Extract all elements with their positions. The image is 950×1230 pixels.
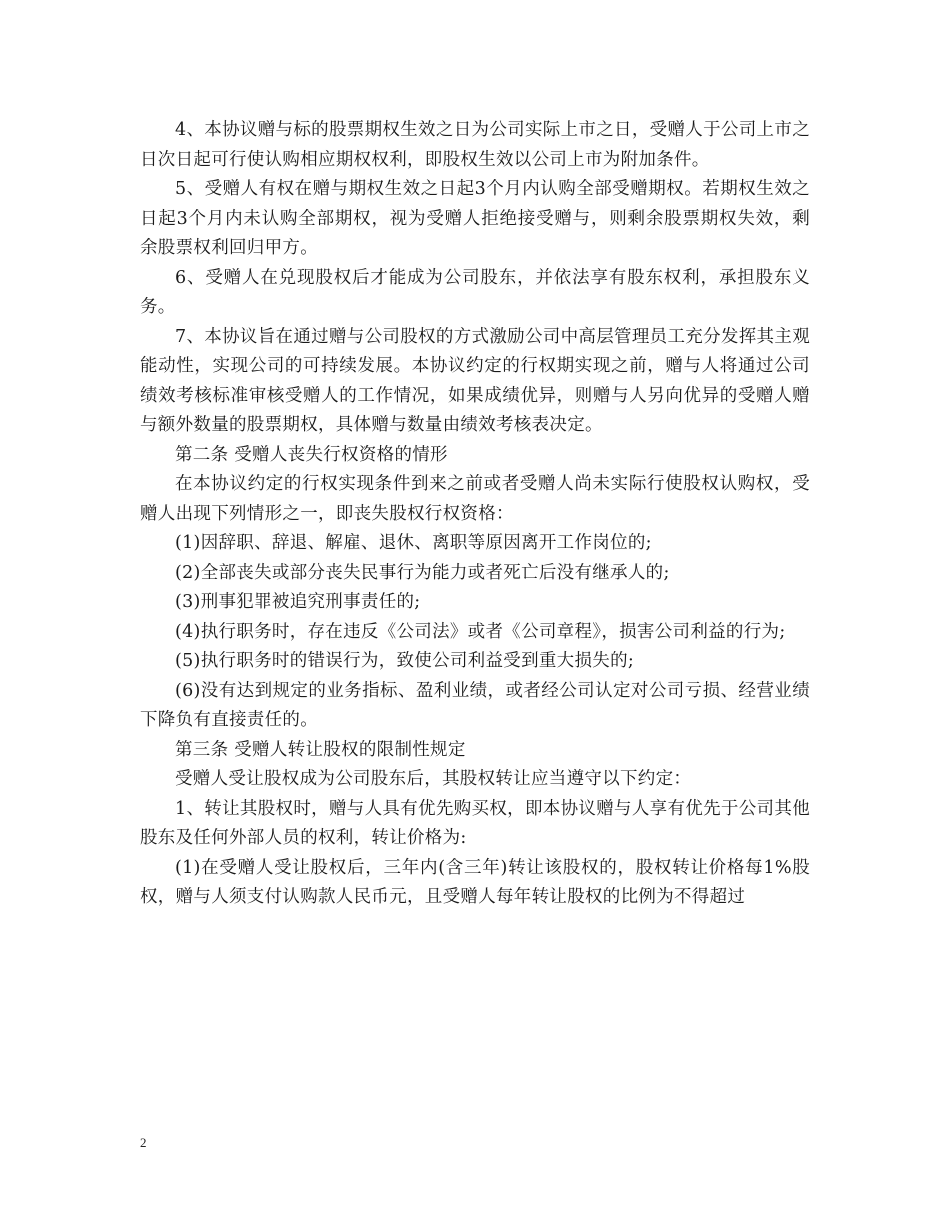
paragraph: 受赠人受让股权成为公司股东后，其股权转让应当遵守以下约定：: [175, 769, 692, 789]
section-heading: 第三条 受赠人转让股权的限制性规定: [175, 739, 466, 760]
paragraph: 在本协议约定的行权实现条件到来之前或者受赠人尚未实际行使股权认购权，受赠人出现下列情形之一，即丧失股权行权资格：: [140, 474, 810, 524]
section-heading: 第二条 受赠人丧失行权资格的情形: [175, 444, 448, 465]
list-item: (5)执行职务时的错误行为，致使公司利益受到重大损失的;: [175, 651, 635, 671]
list-item: (1)在受赠人受让股权后，三年内(含三年)转让该股权的，股权转让价格每1%股权，赠与人须支付认购款人民币元，且受赠人每年转让股权的比例为不得超过: [140, 857, 810, 907]
paragraph: 7、本协议旨在通过赠与公司股权的方式激励公司中高层管理员工充分发挥其主观能动性，实现公司的可持续发展。本协议约定的行权期实现之前，赠与人将通过公司绩效考核标准审核受赠人的工作情况，如果成绩优异，则赠与人另向优异的受赠人赠与额外数量的股票期权，具体赠与数量由绩效考核表决定。: [140, 326, 810, 435]
paragraph: 5、受赠人有权在赠与期权生效之日起3个月内认购全部受赠期权。若期权生效之日起3个月内未认购全部期权，视为受赠人拒绝接受赠与，则剩余股票期权失效，剩余股票权利回归甲方。: [140, 179, 810, 258]
paragraph: 4、本协议赠与标的股票期权生效之日为公司实际上市之日，受赠人于公司上市之日次日起可行使认购相应期权权利，即股权生效以公司上市为附加条件。: [140, 120, 810, 170]
page-number: 2: [140, 1135, 147, 1150]
list-item: (3)刑事犯罪被追究刑事责任的;: [175, 592, 421, 612]
document-body: [140, 116, 810, 913]
list-item: (2)全部丧失或部分丧失民事行为能力或者死亡后没有继承人的;: [175, 562, 670, 583]
list-item: (6)没有达到规定的业务指标、盈利业绩，或者经公司认定对公司亏损、经营业绩下降负有直接责任的。: [140, 680, 810, 730]
paragraph: 1、转让其股权时，赠与人具有优先购买权，即本协议赠与人享有优先于公司其他股东及任何外部人员的权利，转让价格为:: [140, 798, 810, 848]
paragraph: 6、受赠人在兑现股权后才能成为公司股东，并依法享有股东权利，承担股东义务。: [140, 267, 810, 317]
list-item: (1)因辞职、辞退、解雇、退休、离职等原因离开工作岗位的;: [175, 533, 652, 553]
list-item: (4)执行职务时，存在违反《公司法》或者《公司章程》，损害公司利益的行为;: [175, 621, 786, 642]
